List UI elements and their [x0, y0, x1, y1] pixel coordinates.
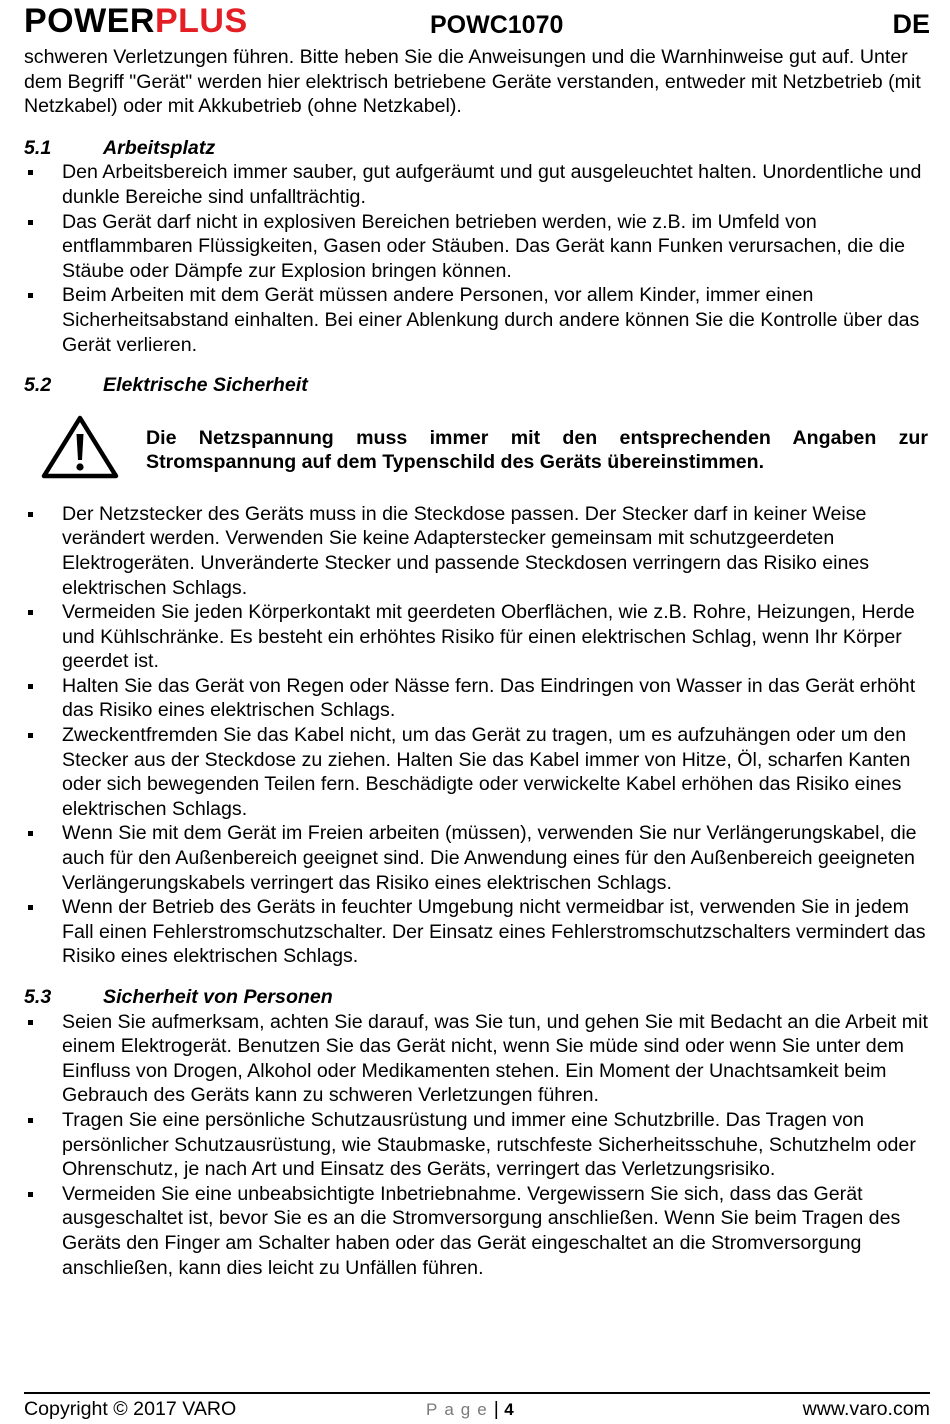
- page-number: 4: [504, 1400, 514, 1419]
- warning-notice: [24, 414, 928, 480]
- list-item: Wenn Sie mit dem Gerät im Freien arbeiten (müssen), verwenden Sie nur Verlängerungskabel, die auch für den Außenbereich geeignet sind. Die Anwendung eines für den Außenbereich geeigneten Verlängerungskabels verringert das Risiko eines elektrischen Schlags.: [24, 821, 928, 895]
- page-content: [24, 45, 928, 1280]
- list-item: Vermeiden Sie jeden Körperkontakt mit geerdeten Oberflächen, wie z.B. Rohre, Heizungen, Herde und Kühlschränke. Es besteht ein erhöhtes Risiko für einen elektrischen Schlag, wenn Ihr Körper geerdet ist.: [24, 600, 928, 674]
- bullet-list-5-2: [24, 502, 928, 969]
- warning-triangle-icon: [40, 414, 120, 480]
- list-item: Den Arbeitsbereich immer sauber, gut aufgeräumt und gut ausgeleuchtet halten. Unordentliche und dunkle Bereiche sind unfallträchtig.: [24, 160, 928, 209]
- warning-text: Die Netzspannung muss immer mit den entsprechenden Angaben zur Stromspannung auf dem Typenschild des Geräts übereinstimmen.: [146, 426, 928, 474]
- section-heading-5-1: [24, 136, 928, 161]
- page-label: Page: [426, 1400, 494, 1419]
- list-item: Vermeiden Sie eine unbeabsichtigte Inbetriebnahme. Vergewissern Sie sich, dass das Gerät ausgeschaltet ist, bevor Sie es an die Stromversorgung anschließen. Wenn Sie beim Tragen des Geräts den Finger am Schalter haben oder das Gerät eingeschaltet an die Stromversorgung anschließen, kann dies leicht zu Unfällen führen.: [24, 1182, 928, 1280]
- page-header: [24, 0, 930, 42]
- brand-logo: [24, 2, 248, 40]
- website-url: www.varo.com: [802, 1398, 930, 1420]
- list-item: Seien Sie aufmerksam, achten Sie darauf, was Sie tun, und gehen Sie mit Bedacht an die Arbeit mit einem Elektrogerät. Benutzen Sie das Gerät nicht, wenn Sie müde sind oder wenn Sie unter dem Einfluss von Drogen, Alkohol oder Medikamenten stehen. Ein Moment der Unachtsamkeit beim Gebrauch des Geräts kann zu schweren Verletzungen führen.: [24, 1010, 928, 1108]
- section-number: 5.3: [24, 986, 52, 1008]
- list-item: Wenn der Betrieb des Geräts in feuchter Umgebung nicht vermeidbar ist, verwenden Sie in jedem Fall einen Fehlerstromschutzschalter. Der Einsatz eines Fehlerstromschutzschalters vermindert das Risiko eines elektrischen Schlags.: [24, 895, 928, 969]
- section-title: Elektrische Sicherheit: [103, 374, 308, 397]
- page-number-block: [426, 1397, 514, 1422]
- list-item: Das Gerät darf nicht in explosiven Bereichen betrieben werden, wie z.B. im Umfeld von entflammbaren Flüssigkeiten, Gasen oder Stäuben. Das Gerät kann Funken verursachen, die die Stäube oder Dämpfe zur Explosion bringen können.: [24, 210, 928, 284]
- page-footer: [24, 1397, 930, 1423]
- list-item: Tragen Sie eine persönliche Schutzausrüstung und immer eine Schutzbrille. Das Tragen von persönlicher Schutzausrüstung, wie Staubmaske, rutschfeste Sicherheitsschuhe, Schutzhelm oder Ohrenschutz, je nach Art und Einsatz des Geräts, verringert das Verletzungsrisiko.: [24, 1108, 928, 1182]
- section-title: Arbeitsplatz: [103, 136, 216, 159]
- section-number: 5.1: [24, 136, 52, 159]
- logo-power: POWER: [24, 2, 155, 40]
- list-item: Beim Arbeiten mit dem Gerät müssen andere Personen, vor allem Kinder, immer einen Sicherheitsabstand einhalten. Bei einer Ablenkung durch andere können Sie die Kontrolle über das Gerät verlieren.: [24, 283, 928, 357]
- section-number: 5.2: [24, 374, 52, 397]
- intro-paragraph: schweren Verletzungen führen. Bitte heben Sie die Anweisungen und die Warnhinweise gut auf. Unter dem Begriff "Gerät" werden hier elektrisch betriebene Geräte verstanden, entweder mit Netzbetrieb (mit Netzkabel) oder mit Akkubetrieb (ohne Netzkabel).: [24, 46, 921, 118]
- logo-plus: PLUS: [154, 2, 248, 40]
- footer-divider: [24, 1392, 930, 1394]
- bullet-list-5-3: [24, 1010, 928, 1281]
- page-separator: |: [493, 1398, 499, 1420]
- language-code: DE: [892, 9, 930, 39]
- list-item: Halten Sie das Gerät von Regen oder Nässe fern. Das Eindringen von Wasser in das Gerät erhöht das Risiko eines elektrischen Schlags.: [24, 674, 928, 723]
- bullet-list-5-1: [24, 160, 928, 357]
- model-number: POWC1070: [430, 11, 564, 39]
- list-item: Der Netzstecker des Geräts muss in die Steckdose passen. Der Stecker darf in keiner Weise verändert werden. Verwenden Sie keine Adapterstecker gemeinsam mit schutzgeerdeten Elektrogeräten. Unveränderte Stecker und passende Steckdosen verringern das Risiko eines elektrischen Schlags.: [24, 502, 928, 600]
- section-heading-5-2: [24, 373, 928, 398]
- copyright-text: Copyright © 2017 VARO: [24, 1398, 237, 1420]
- section-title: Sicherheit von Personen: [103, 986, 333, 1008]
- list-item: Zweckentfremden Sie das Kabel nicht, um das Gerät zu tragen, um es aufzuhängen oder um den Stecker aus der Steckdose zu ziehen. Halten Sie das Kabel immer von Hitze, Öl, scharfen Kanten oder sich bewegenden Teilen fern. Beschädigte oder verwickelte Kabel erhöhen das Risiko eines elektrischen Schlags.: [24, 723, 928, 821]
- section-heading-5-3: [24, 985, 928, 1010]
